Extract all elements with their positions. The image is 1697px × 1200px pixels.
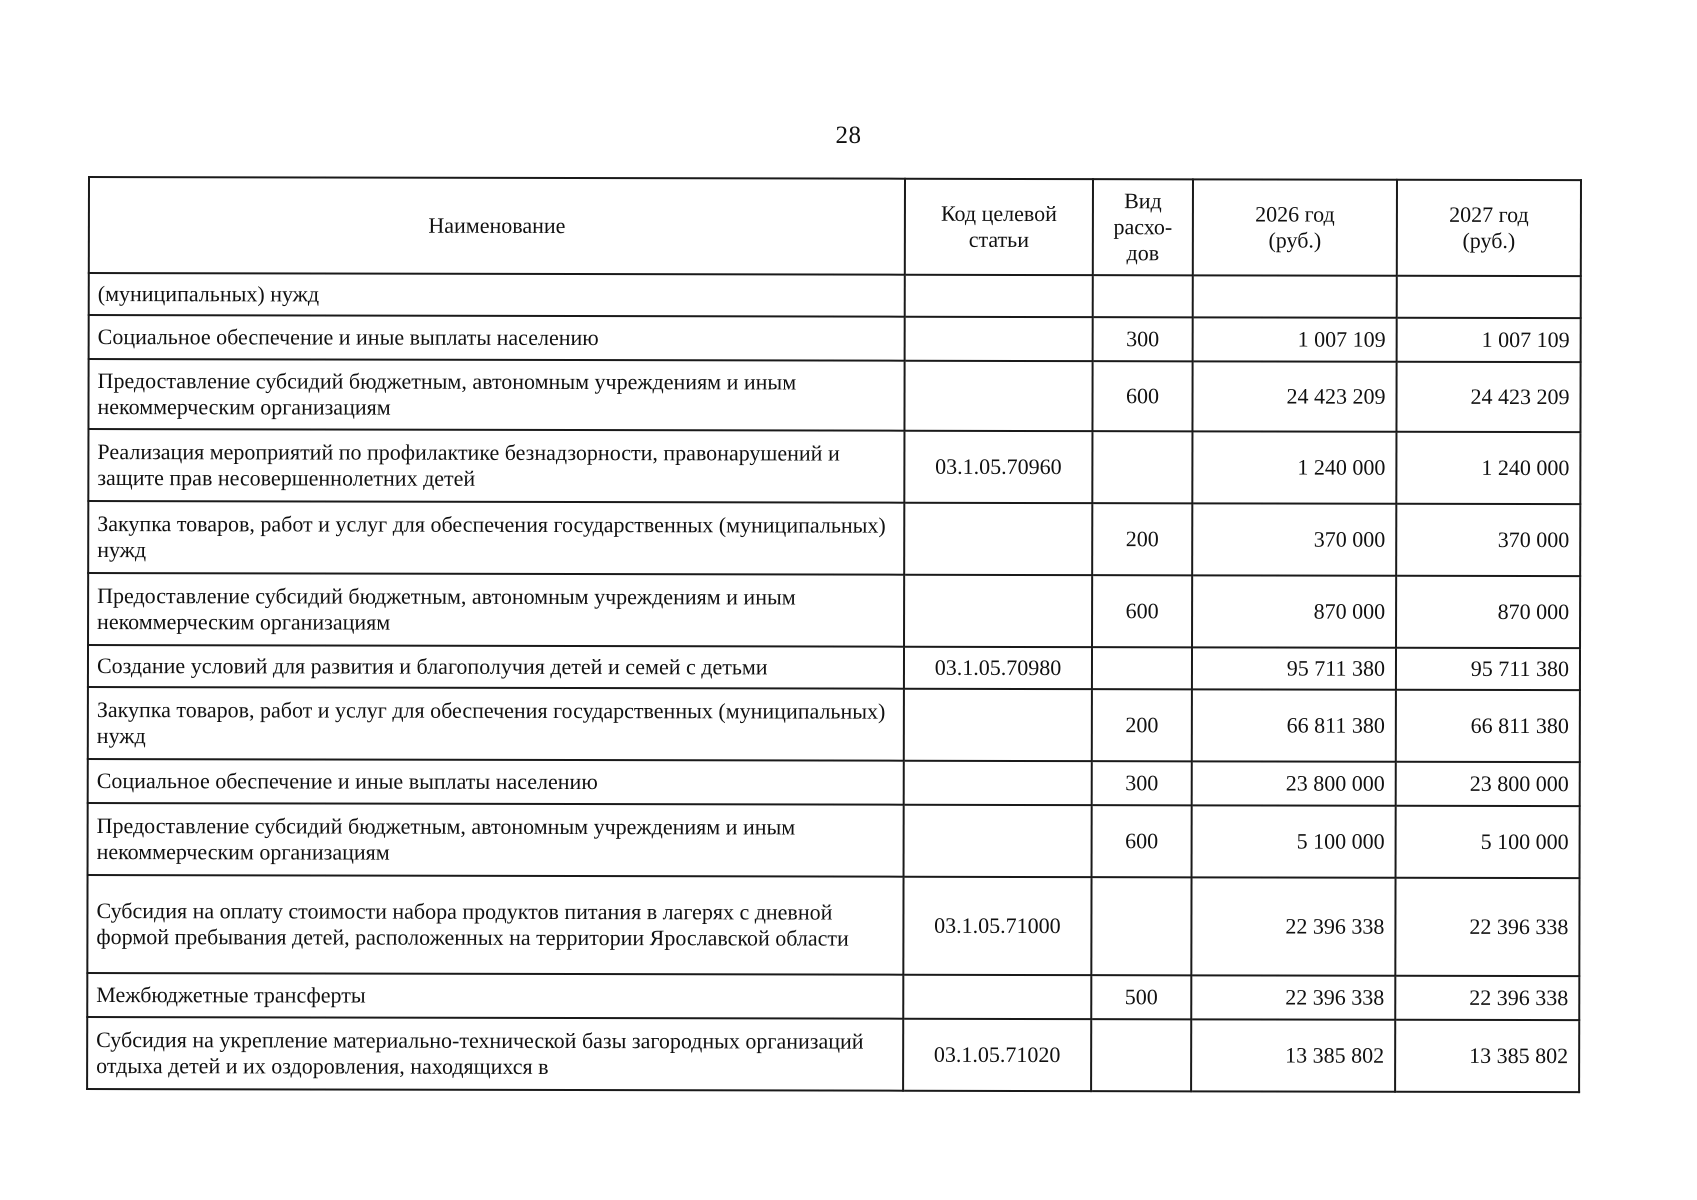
row-2027-cell: 22 396 338: [1395, 878, 1579, 976]
row-2026-cell: 370 000: [1192, 503, 1396, 575]
row-code-cell: 03.1.05.70980: [904, 647, 1092, 689]
header-kind-line-3: дов: [1126, 240, 1160, 266]
row-2026-cell: 23 800 000: [1192, 761, 1396, 805]
row-2026-cell: 870 000: [1192, 575, 1396, 647]
table-row: [88, 573, 1580, 648]
row-2027-cell: 370 000: [1396, 504, 1580, 576]
row-name-cell: Социальное обеспечение и иные выплаты населению: [89, 315, 905, 361]
row-2027-cell: 66 811 380: [1396, 690, 1580, 762]
budget-table-container: [86, 176, 1580, 1093]
page-number: 28: [835, 122, 862, 149]
header-kind-line-2: расхо-: [1113, 214, 1173, 240]
header-2027: [1397, 180, 1581, 276]
header-2026: [1193, 179, 1397, 275]
row-code-cell: [904, 689, 1092, 761]
header-kind: [1093, 179, 1193, 275]
table-row: [87, 973, 1579, 1020]
header-2027-line-2: (руб.): [1462, 227, 1516, 253]
row-2027-cell: 13 385 802: [1395, 1020, 1579, 1092]
row-code-cell: 03.1.05.70960: [904, 431, 1092, 503]
row-kind-cell: 200: [1092, 503, 1192, 575]
row-code-cell: [904, 761, 1092, 805]
row-kind-cell: 300: [1093, 317, 1193, 361]
row-name-cell: Социальное обеспечение и иные выплаты населению: [88, 759, 904, 805]
row-2027-cell: [1397, 276, 1581, 318]
header-2026-line-2: (руб.): [1268, 227, 1322, 253]
table-row: [88, 501, 1580, 576]
row-kind-cell: 600: [1092, 805, 1192, 877]
row-code-cell: [904, 361, 1092, 431]
header-name: [89, 177, 905, 275]
row-2027-cell: 23 800 000: [1396, 762, 1580, 806]
row-name-cell: Предоставление субсидий бюджетным, автономным учреждениям и иным некоммерческим организациям: [88, 803, 904, 877]
row-2026-cell: 1 240 000: [1192, 431, 1396, 503]
row-name-cell: Межбюджетные трансферты: [87, 973, 903, 1019]
table-row: [88, 803, 1580, 878]
row-code-cell: [905, 317, 1093, 361]
row-2026-cell: 24 423 209: [1192, 361, 1396, 431]
row-name-cell: Субсидия на укрепление материально-технической базы загородных организаций отдыха детей и их оздоровления, находящихся в: [87, 1017, 903, 1091]
row-code-cell: [904, 575, 1092, 647]
row-kind-cell: [1092, 431, 1192, 503]
row-name-cell: Закупка товаров, работ и услуг для обеспечения государственных (муниципальных) нужд: [88, 501, 904, 575]
row-2026-cell: 95 711 380: [1192, 647, 1396, 689]
budget-table: [86, 176, 1582, 1093]
row-name-cell: Предоставление субсидий бюджетным, автономным учреждениям и иным некоммерческим организациям: [88, 359, 904, 431]
row-2026-cell: 13 385 802: [1191, 1019, 1395, 1091]
row-kind-cell: 500: [1091, 975, 1191, 1019]
row-name-cell: Создание условий для развития и благополучия детей и семей с детьми: [88, 645, 904, 689]
row-2027-cell: 1 007 109: [1397, 318, 1581, 362]
row-code-cell: 03.1.05.71020: [903, 1019, 1091, 1091]
row-code-cell: [904, 805, 1092, 877]
row-kind-cell: 300: [1092, 761, 1192, 805]
row-code-cell: [905, 275, 1093, 317]
row-code-cell: 03.1.05.71000: [903, 877, 1091, 975]
header-row: [89, 177, 1581, 276]
table-row: [88, 759, 1580, 806]
row-2027-cell: 870 000: [1396, 576, 1580, 648]
row-kind-cell: [1092, 647, 1192, 689]
row-2026-cell: 5 100 000: [1192, 805, 1396, 877]
row-2026-cell: 66 811 380: [1192, 689, 1396, 761]
row-2026-cell: 22 396 338: [1191, 877, 1395, 975]
header-2026-line-1: 2026 год: [1255, 201, 1335, 227]
header-code: [905, 179, 1093, 275]
row-kind-cell: [1091, 1019, 1191, 1091]
table-row: [87, 1017, 1579, 1092]
row-code-cell: [903, 975, 1091, 1019]
row-2027-cell: 24 423 209: [1396, 362, 1580, 432]
header-code-line-1: Код целевой: [940, 200, 1057, 227]
table-row: [89, 315, 1581, 362]
row-kind-cell: [1093, 275, 1193, 317]
row-kind-cell: 600: [1092, 361, 1192, 431]
row-name-cell: (муниципальных) нужд: [89, 273, 905, 317]
row-name-cell: Реализация мероприятий по профилактике безнадзорности, правонарушений и защите прав несовершеннолетних детей: [88, 429, 904, 503]
row-2027-cell: 1 240 000: [1396, 432, 1580, 504]
header-2027-line-1: 2027 год: [1449, 201, 1529, 228]
row-2027-cell: 5 100 000: [1396, 806, 1580, 878]
table-row: [89, 273, 1581, 318]
table-row: [88, 645, 1580, 690]
header-name-text: Наименование: [428, 212, 566, 238]
row-2026-cell: 22 396 338: [1191, 975, 1395, 1019]
row-2027-cell: 95 711 380: [1396, 648, 1580, 690]
row-kind-cell: [1091, 877, 1191, 975]
row-name-cell: Субсидия на оплату стоимости набора продуктов питания в лагерях с дневной формой пребывания детей, расположенных на территории Ярославской области: [87, 875, 903, 975]
table-row: [87, 875, 1579, 976]
header-code-line-2: статьи: [968, 226, 1030, 252]
row-code-cell: [904, 503, 1092, 575]
row-name-cell: Закупка товаров, работ и услуг для обеспечения государственных (муниципальных) нужд: [88, 687, 904, 761]
row-kind-cell: 600: [1092, 575, 1192, 647]
row-2026-cell: 1 007 109: [1193, 317, 1397, 361]
row-kind-cell: 200: [1092, 689, 1192, 761]
row-name-cell: Предоставление субсидий бюджетным, автономным учреждениям и иным некоммерческим организациям: [88, 573, 904, 647]
table-header: [89, 177, 1581, 276]
table-row: [88, 429, 1580, 504]
row-2027-cell: 22 396 338: [1395, 976, 1579, 1020]
row-2026-cell: [1193, 275, 1397, 317]
table-body: [87, 273, 1581, 1092]
header-kind-line-1: Вид: [1124, 188, 1162, 214]
table-row: [88, 687, 1580, 762]
table-row: [88, 359, 1580, 432]
